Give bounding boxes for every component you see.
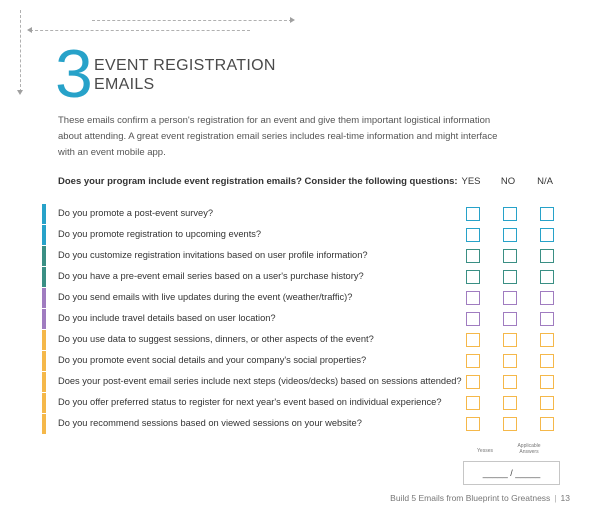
question-text: Do you promote a post-event survey? bbox=[58, 208, 214, 218]
category-color-bar bbox=[42, 351, 46, 371]
column-header-no: NO bbox=[500, 176, 516, 187]
decorative-dashed-line-top bbox=[92, 20, 292, 21]
yes-checkbox[interactable] bbox=[466, 249, 480, 263]
section-title-line2: EMAILS bbox=[94, 76, 155, 93]
na-checkbox[interactable] bbox=[540, 270, 554, 284]
yes-checkbox[interactable] bbox=[466, 396, 480, 410]
no-checkbox[interactable] bbox=[503, 228, 517, 242]
question-text: Do you recommend sessions based on viewed sessions on your website? bbox=[58, 418, 362, 428]
question-row bbox=[42, 372, 562, 392]
yes-checkbox[interactable] bbox=[466, 207, 480, 221]
no-checkbox[interactable] bbox=[503, 375, 517, 389]
question-text: Do you customize registration invitations based on user profile information? bbox=[58, 250, 368, 260]
no-checkbox[interactable] bbox=[503, 354, 517, 368]
question-row bbox=[42, 267, 562, 287]
na-checkbox[interactable] bbox=[540, 291, 554, 305]
question-row bbox=[42, 246, 562, 266]
no-checkbox[interactable] bbox=[503, 270, 517, 284]
question-text: Do you have a pre-event email series based on a user's purchase history? bbox=[58, 271, 364, 281]
page-footer bbox=[390, 493, 570, 503]
na-checkbox[interactable] bbox=[540, 249, 554, 263]
category-color-bar bbox=[42, 372, 46, 392]
question-text: Do you promote event social details and your company's social properties? bbox=[58, 355, 367, 365]
arrow-down-icon bbox=[17, 90, 23, 95]
category-color-bar bbox=[42, 267, 46, 287]
yes-checkbox[interactable] bbox=[466, 228, 480, 242]
category-color-bar bbox=[42, 204, 46, 224]
category-color-bar bbox=[42, 225, 46, 245]
question-row bbox=[42, 414, 562, 434]
decorative-dashed-line-upper bbox=[30, 30, 250, 31]
arrow-left-icon bbox=[27, 27, 32, 33]
no-checkbox[interactable] bbox=[503, 396, 517, 410]
question-row bbox=[42, 330, 562, 350]
decorative-dashed-line-vertical bbox=[20, 10, 21, 92]
no-checkbox[interactable] bbox=[503, 207, 517, 221]
no-checkbox[interactable] bbox=[503, 291, 517, 305]
category-color-bar bbox=[42, 393, 46, 413]
question-row bbox=[42, 393, 562, 413]
na-checkbox[interactable] bbox=[540, 333, 554, 347]
no-checkbox[interactable] bbox=[503, 312, 517, 326]
yes-checkbox[interactable] bbox=[466, 270, 480, 284]
intro-paragraph: These emails confirm a person's registration for an event and give them important logistical information about attending. A great event registration email series includes real-time information and might interface with an event mobile app. bbox=[58, 115, 498, 158]
score-entry-box[interactable]: _____ / _____ bbox=[463, 461, 560, 485]
question-text: Do you offer preferred status to register for next year's event based on individual experience? bbox=[58, 397, 442, 407]
na-checkbox[interactable] bbox=[540, 312, 554, 326]
page-number: 13 bbox=[560, 493, 570, 503]
yesses-label: Yesses bbox=[477, 448, 493, 454]
category-color-bar bbox=[42, 246, 46, 266]
arrow-right-icon bbox=[290, 17, 295, 23]
category-color-bar bbox=[42, 288, 46, 308]
yes-checkbox[interactable] bbox=[466, 375, 480, 389]
question-text: Do you send emails with live updates during the event (weather/traffic)? bbox=[58, 292, 353, 302]
na-checkbox[interactable] bbox=[540, 228, 554, 242]
question-text: Do you promote registration to upcoming events? bbox=[58, 229, 262, 239]
yes-checkbox[interactable] bbox=[466, 417, 480, 431]
footer-separator: | bbox=[554, 493, 557, 503]
question-text: Do you use data to suggest sessions, dinners, or other aspects of the event? bbox=[58, 334, 374, 344]
na-checkbox[interactable] bbox=[540, 417, 554, 431]
question-row bbox=[42, 309, 562, 329]
no-checkbox[interactable] bbox=[503, 417, 517, 431]
question-text: Does your post-event email series include next steps (videos/decks) based on sessions attended? bbox=[58, 376, 462, 386]
no-checkbox[interactable] bbox=[503, 333, 517, 347]
question-row bbox=[42, 225, 562, 245]
no-checkbox[interactable] bbox=[503, 249, 517, 263]
na-checkbox[interactable] bbox=[540, 375, 554, 389]
na-checkbox[interactable] bbox=[540, 354, 554, 368]
questions-heading: Does your program include event registration emails? Consider the following questions: bbox=[58, 176, 458, 187]
question-text: Do you include travel details based on user location? bbox=[58, 313, 276, 323]
question-row bbox=[42, 351, 562, 371]
category-color-bar bbox=[42, 414, 46, 434]
section-number: 3 bbox=[55, 36, 93, 112]
yes-checkbox[interactable] bbox=[466, 291, 480, 305]
yes-checkbox[interactable] bbox=[466, 354, 480, 368]
na-checkbox[interactable] bbox=[540, 396, 554, 410]
na-checkbox[interactable] bbox=[540, 207, 554, 221]
column-header-yes: YES bbox=[461, 176, 481, 187]
section-title-line1: EVENT REGISTRATION bbox=[94, 57, 276, 74]
question-row bbox=[42, 288, 562, 308]
yes-checkbox[interactable] bbox=[466, 333, 480, 347]
footer-title: Build 5 Emails from Blueprint to Greatness bbox=[390, 493, 551, 503]
category-color-bar bbox=[42, 309, 46, 329]
applicable-answers-label: Applicable Answers bbox=[517, 443, 541, 455]
category-color-bar bbox=[42, 330, 46, 350]
column-header-na: N/A bbox=[537, 176, 553, 187]
question-row bbox=[42, 204, 562, 224]
yes-checkbox[interactable] bbox=[466, 312, 480, 326]
